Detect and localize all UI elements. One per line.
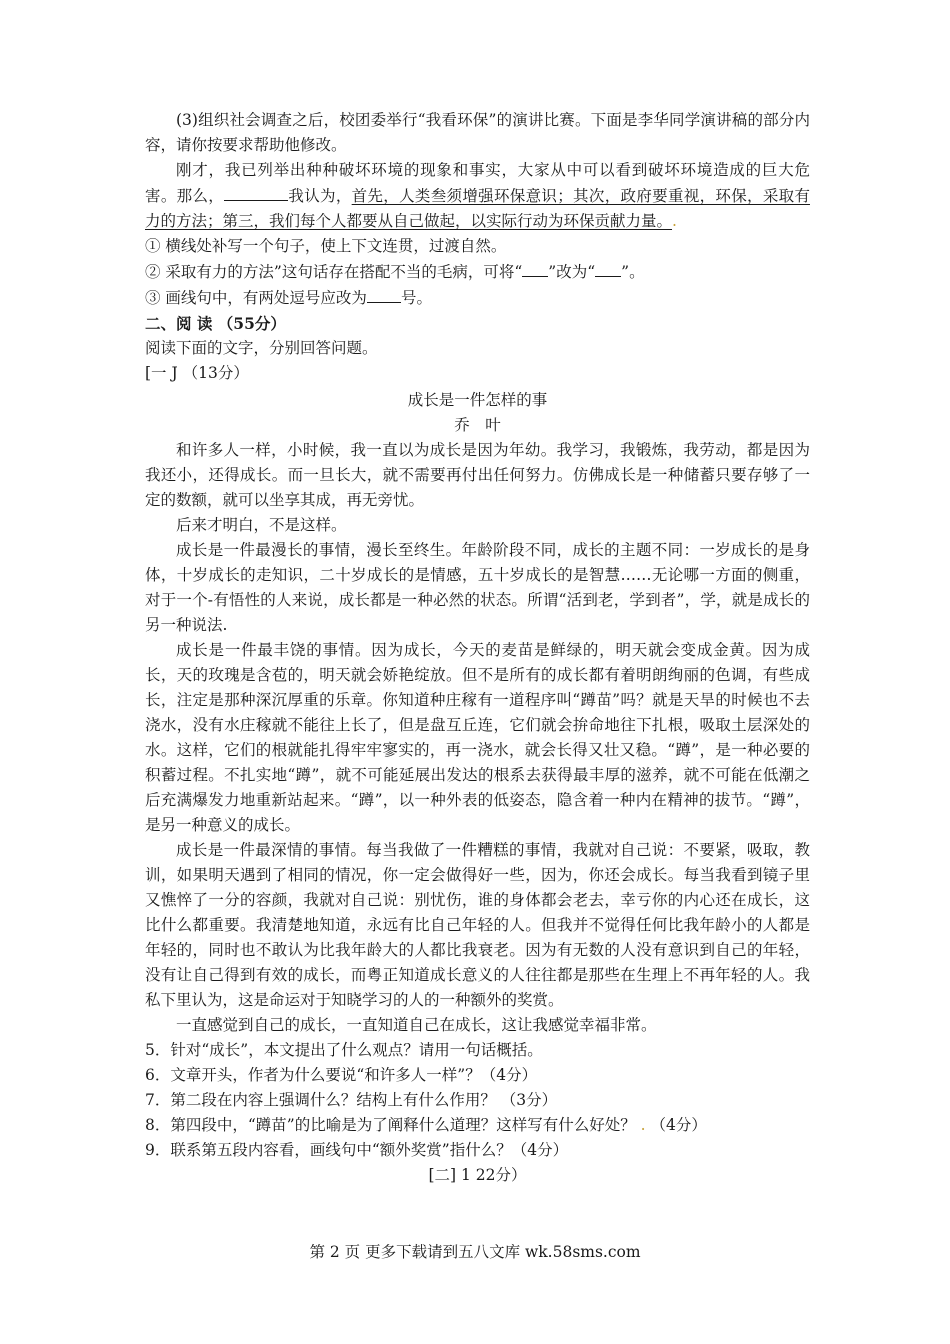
page-footer: 第 2 页 更多下载请到五八文库 wk.58sms.com (309, 1243, 641, 1261)
task-1: ① 横线处补写一个句子，使上下文连贯，过渡自然。 (145, 237, 507, 255)
part-one-label: [一 J （13分） (145, 364, 249, 382)
document-page (145, 108, 810, 1188)
fill-blank (522, 259, 548, 277)
speech-excerpt (145, 158, 810, 234)
task-3 (145, 285, 810, 311)
question-8-text: 8．第四段中，“蹲苗”的比喻是为了阐释什么道理？这样写有什么好处？ (145, 1116, 636, 1134)
speech-before: 刚才，我已列举出种种破坏环境的现象和事实，大家从中可以看到破坏环境造成的巨大危害。那么， (145, 161, 810, 205)
underlined-sentence: 首先，人类叁须增强环保意识；其次，政府要重视，环保，采取有力的方法；第三，我们每个人都要从自己做起，以实际行动为环保贡献力量。 (145, 187, 810, 230)
article-paragraph: 一直感觉到自己的成长，一直知道自己在成长，这让我感觉幸福非常。 (176, 1016, 657, 1034)
task-2-part-c: ”。 (621, 263, 645, 281)
question-7: 7．第二段在内容上强调什么？结构上有什么作用？ （3分） (145, 1091, 558, 1109)
mark-dot: . (635, 1116, 651, 1134)
section-instruction: 阅读下面的文字，分别回答问题。 (145, 339, 378, 357)
fill-blank (367, 285, 401, 303)
task-3-part-b: 号。 (400, 289, 432, 307)
article-paragraph: 成长是一件最丰饶的事情。因为成长，今天的麦苗是鲜绿的，明天就会变成金黄。因为成长，天的玫瑰是含苞的，明天就会娇艳绽放。但不是所有的成长都有着明朗绚丽的色调，有些成长，注定是那种深沉厚重的乐章。你知道种庄稼有一道程序叫“蹲苗”吗？就是天旱的时候也不去浇水，没有水庄稼就不能往上长了，但是盘互丘连，它们就会拚命地往下扎根，吸取土层深处的水。这样，它们的根就能扎得牢牢寥实的，再一浇水，就会长得又壮又稳。“蹲”，是一种必要的积蓄过程。不扎实地“蹲”，就不可能延展出发达的根系去获得最丰厚的滋养，就不可能在低潮之后充满爆发力地重新站起来。“蹲”，以一种外表的低姿态，隐含着一种内在精神的拔节。“蹲”，是另一种意义的成长。 (145, 641, 810, 834)
article-author: 乔 叶 (454, 416, 501, 434)
q3-intro: (3)组织社会调查之后，校团委举行“我看环保”的演讲比赛。下面是李华同学演讲稿的部分内容，请你按要求帮助他修改。 (145, 111, 810, 154)
article-paragraph: 和许多人一样，小时候，我一直以为成长是因为年幼。我学习，我锻炼，我劳动，都是因为我还小，还得成长。而一旦长大，就不需要再付出任何努力。仿佛成长是一种储蓄只要存够了一定的数额，就可以坐享其成，再无旁忧。 (145, 441, 810, 509)
question-8 (145, 1113, 810, 1138)
task-2-part-b: ”改为“ (548, 263, 596, 281)
fill-blank (224, 183, 288, 201)
task-2-part-a: ② 采取有力的方法”这句话存在搭配不当的毛病，可将“ (145, 263, 523, 281)
article-title: 成长是一件怎样的事 (407, 391, 548, 409)
question-6: 6．文章开头，作者为什么要说“和许多人一样”？（4分） (145, 1066, 538, 1084)
question-5: 5．针对“成长”，本文提出了什么观点？请用一句话概括。 (145, 1041, 543, 1059)
question-8-score: （4分） (650, 1116, 707, 1134)
mark-dot: . (672, 212, 677, 230)
task-2 (145, 259, 810, 285)
article-paragraph: 后来才明白，不是这样。 (176, 516, 347, 534)
section-heading: 二、阅 读 （55分） (145, 314, 286, 333)
task-3-part-a: ③ 画线句中，有两处逗号应改为 (145, 289, 367, 307)
fill-blank (595, 259, 621, 277)
speech-middle: 我认为， (288, 187, 352, 205)
article-paragraph: 成长是一件最深情的事情。每当我做了一件糟糕的事情，我就对自己说：不要紧，吸取，教训，如果明天遇到了相同的情况，你一定会做得好一些，因为，你还会成长。每当我看到镜子里又憔悴了一分的容颜，我就对自己说：别忧伤，谁的身体都会老去，幸亏你的内心还在成长，这比什么都重要。我清楚地知道，永远有比自己年轻的人。但我并不觉得任何比我年龄小的人都是年轻的，同时也不敢认为比我年龄大的人都比我衰老。因为有无数的人没有意识到自己的年轻，没有让自己得到有效的成长，而粤正知道成长意义的人往往都是那些在生理上不再年轻的人。我私下里认为，这是命运对于知晓学习的人的一种额外的奖赏。 (145, 841, 810, 1009)
article-paragraph: 成长是一件最漫长的事情，漫长至终生。年龄阶段不同，成长的主题不同：一岁成长的是身体，十岁成长的走知识，二十岁成长的是情感，五十岁成长的是智慧……无论哪一方面的侧重，对于一个-有悟性的人来说，成长都是一种必然的状态。所谓“活到老，学到者”，学，就是成长的另一种说法. (145, 541, 810, 634)
part-two-label: [二] 1 22分） (428, 1166, 527, 1184)
question-9: 9．联系第五段内容看，画线句中“额外奖赏”指什么？（4分） (145, 1141, 569, 1159)
